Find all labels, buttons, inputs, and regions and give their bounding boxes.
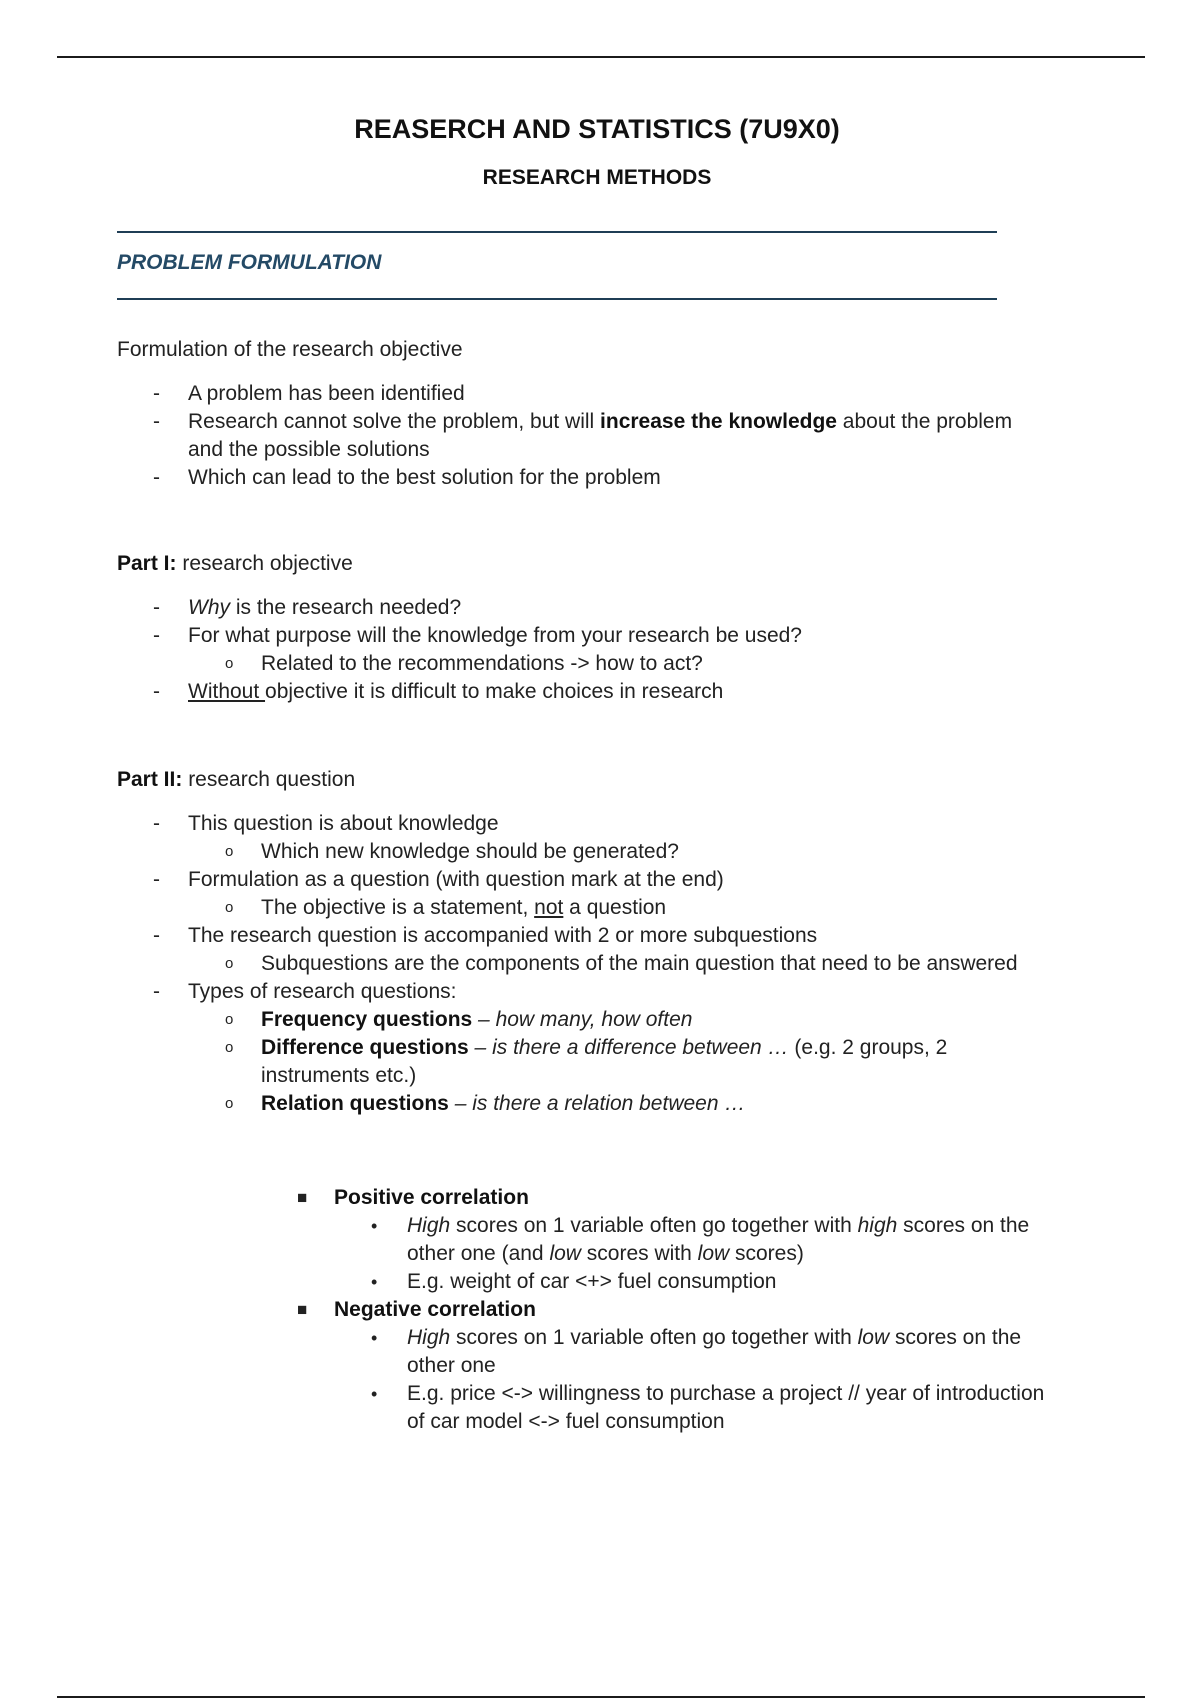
page-bottom-rule xyxy=(57,1696,1145,1698)
list-item: - A problem has been identified xyxy=(117,380,1077,408)
correlation-list xyxy=(117,1184,1077,1436)
circle-marker: o xyxy=(225,899,234,916)
circle-marker: o xyxy=(225,1095,234,1112)
list-item: o The objective is a statement, not a question xyxy=(117,894,1077,922)
list-item: - Why is the research needed? xyxy=(117,594,1077,622)
list-item: - For what purpose will the knowledge from your research be used? xyxy=(117,622,1077,650)
list-item: - This question is about knowledge xyxy=(117,810,1077,838)
list-item: ■ Positive correlation xyxy=(117,1184,1077,1212)
square-marker: ■ xyxy=(297,1300,308,1319)
list-item: ■ Negative correlation xyxy=(117,1296,1077,1324)
section-rule-top xyxy=(117,231,997,233)
list-item: - The research question is accompanied with 2 or more subquestions xyxy=(117,922,1077,950)
document-subtitle: RESEARCH METHODS xyxy=(482,166,712,189)
section-rule-bottom xyxy=(117,298,997,300)
dash-marker: - xyxy=(153,596,160,619)
list-item: - Which can lead to the best solution for the problem xyxy=(117,464,1077,492)
dash-marker: - xyxy=(153,924,160,947)
section-heading: PROBLEM FORMULATION xyxy=(117,251,382,274)
list-item: o Related to the recommendations -> how to act? xyxy=(117,650,1077,678)
document-title: REASERCH AND STATISTICS (7U9X0) xyxy=(354,114,840,144)
list-item: o Difference questions – is there a difference between … (e.g. 2 groups, 2 instruments etc.) xyxy=(225,1036,948,1087)
list-item: • High scores on 1 variable often go together with low scores on the other one xyxy=(371,1326,1022,1377)
list-item: • High scores on 1 variable often go together with high scores on the other one (and low scores with low scores) xyxy=(371,1214,1030,1265)
dash-marker: - xyxy=(153,382,160,405)
dash-marker: - xyxy=(153,980,160,1003)
list-item: o Which new knowledge should be generated? xyxy=(117,838,1077,866)
circle-marker: o xyxy=(225,1039,234,1056)
list-item: o Subquestions are the components of the main question that need to be answered xyxy=(117,950,1077,978)
circle-marker: o xyxy=(225,1011,234,1028)
part1-list xyxy=(117,594,1077,706)
list-item: • E.g. price <-> willingness to purchase a project // year of introduction of car model <-> fuel consumption xyxy=(371,1382,1045,1433)
dot-marker: • xyxy=(371,1272,378,1292)
dash-marker: - xyxy=(153,466,160,489)
list-item: o Relation questions – is there a relation between … xyxy=(117,1090,1077,1118)
part1-heading: Part I: research objective xyxy=(117,552,353,575)
list-item: - Formulation as a question (with question mark at the end) xyxy=(117,866,1077,894)
circle-marker: o xyxy=(225,955,234,972)
dash-marker: - xyxy=(153,868,160,891)
list-item: • E.g. weight of car <+> fuel consumption xyxy=(117,1268,1077,1296)
circle-marker: o xyxy=(225,843,234,860)
circle-marker: o xyxy=(225,655,234,672)
dash-marker: - xyxy=(153,624,160,647)
dot-marker: • xyxy=(371,1384,378,1404)
dash-marker: - xyxy=(153,680,160,703)
dot-marker: • xyxy=(371,1216,378,1236)
intro-list xyxy=(117,380,1077,492)
square-marker: ■ xyxy=(297,1188,308,1207)
dot-marker: • xyxy=(371,1328,378,1348)
dash-marker: - xyxy=(153,812,160,835)
dash-marker: - xyxy=(153,410,160,433)
list-item: - Without objective it is difficult to make choices in research xyxy=(117,678,1077,706)
part2-list xyxy=(117,810,1077,1118)
part2-heading: Part II: research question xyxy=(117,768,356,791)
intro-lead: Formulation of the research objective xyxy=(117,338,463,361)
list-item: - Research cannot solve the problem, but will increase the knowledge about the problem and the possible solutions xyxy=(153,410,1013,461)
page-top-rule xyxy=(57,56,1145,58)
list-item: - Types of research questions: xyxy=(117,978,1077,1006)
list-item: o Frequency questions – how many, how often xyxy=(117,1006,1077,1034)
